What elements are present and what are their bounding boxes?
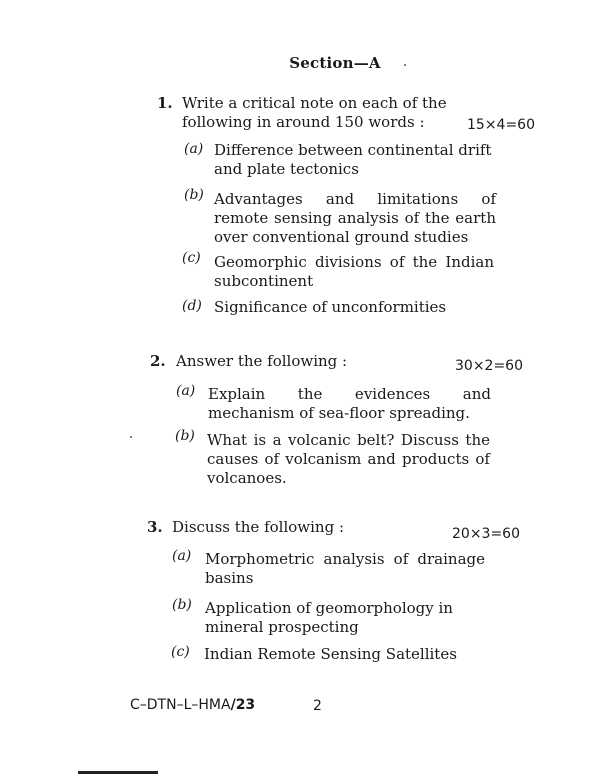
option-text: Advantages and limitations of remote sensing analysis of the earth over conventional ground studies <box>214 190 496 246</box>
section-title: Section—A <box>289 54 381 72</box>
paper-code <box>130 697 255 713</box>
bottom-rule <box>78 771 158 774</box>
question-number: 1. <box>157 94 173 112</box>
option-text: Significance of unconformities <box>214 298 447 316</box>
option-text: Difference between continental drift and plate tectonics <box>214 141 492 178</box>
option-letter: (c) <box>171 644 190 660</box>
option-letter: (b) <box>184 187 204 203</box>
option-letter: (a) <box>184 141 204 157</box>
option-text: Indian Remote Sensing Satellites <box>204 645 457 663</box>
option-text: Application of geomorphology in mineral prospecting <box>205 599 453 636</box>
page-number: 2 <box>313 698 322 714</box>
option-text: What is a volcanic belt? Discuss the causes of volcanism and products of volcanoes. <box>207 431 490 487</box>
option-text: Geomorphic divisions of the Indian subcontinent <box>214 253 494 290</box>
option-text: Morphometric analysis of drainage basins <box>205 550 485 587</box>
question-number: 2. <box>150 352 166 370</box>
scan-speck <box>130 436 132 438</box>
option-letter: (c) <box>182 250 201 266</box>
scan-speck <box>404 64 406 66</box>
option-letter: (b) <box>172 597 192 613</box>
option-letter: (a) <box>176 383 196 399</box>
paper-code-prefix: C–DTN–L–HMA <box>130 697 231 713</box>
question-marks: 15×4=60 <box>467 117 535 133</box>
question-text: Write a critical note on each of the following in around 150 words : <box>182 94 447 131</box>
question-text: Discuss the following : <box>172 518 345 536</box>
option-letter: (b) <box>175 428 195 444</box>
question-number: 3. <box>147 518 163 536</box>
question-text: Answer the following : <box>176 352 348 370</box>
paper-code-suffix: /23 <box>230 697 256 713</box>
option-letter: (d) <box>182 298 202 314</box>
question-marks: 20×3=60 <box>452 526 520 542</box>
option-text: Explain the evidences and mechanism of sea-floor spreading. <box>208 385 491 422</box>
question-marks: 30×2=60 <box>455 358 523 374</box>
option-letter: (a) <box>172 548 192 564</box>
